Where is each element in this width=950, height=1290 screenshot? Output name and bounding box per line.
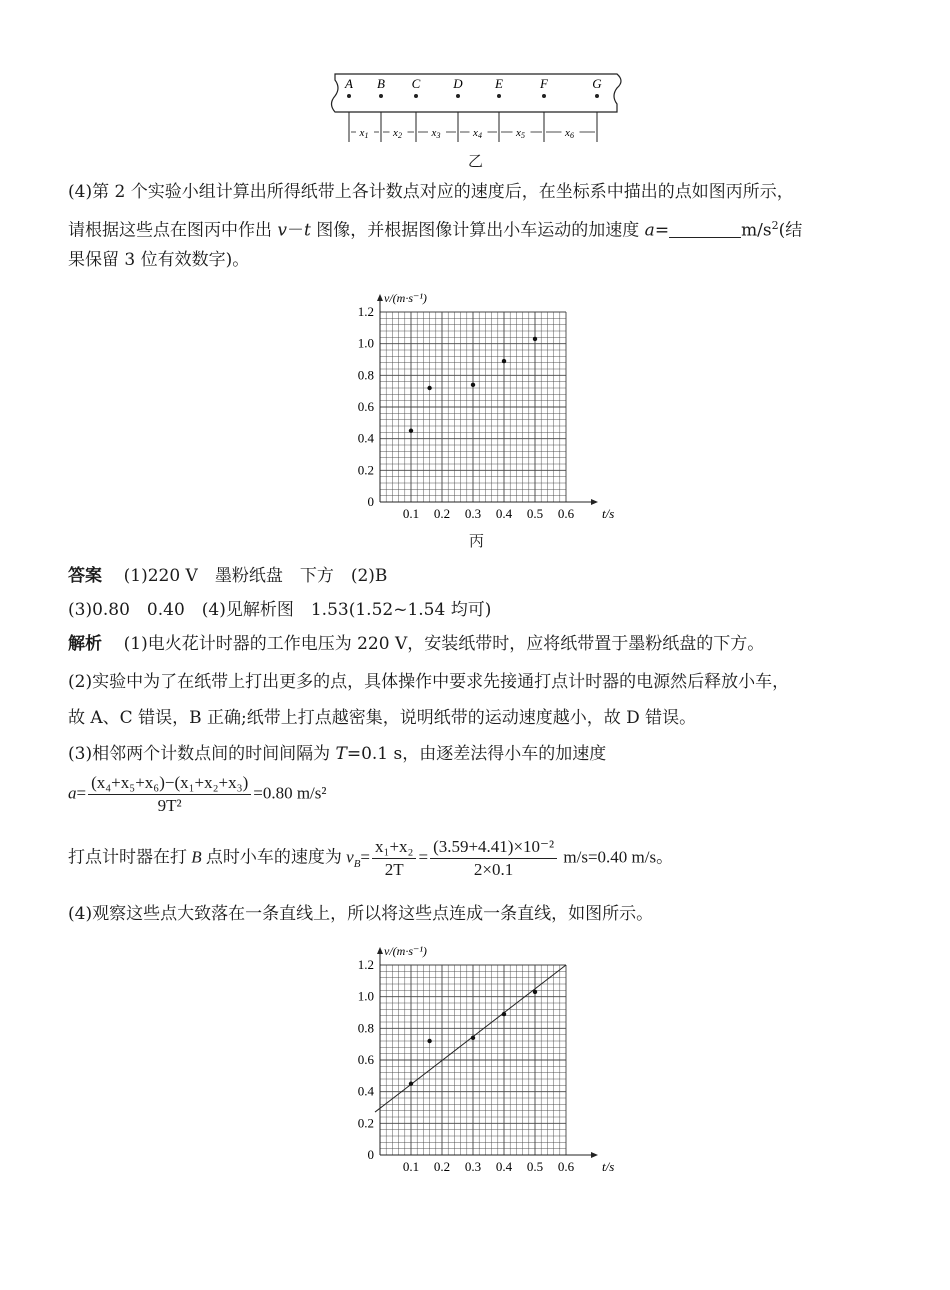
tape-point-label: D bbox=[453, 76, 463, 91]
acc-a: a bbox=[68, 783, 77, 803]
velocity-time-chart-fit bbox=[338, 933, 615, 1183]
tape-point-dot bbox=[497, 94, 501, 98]
y-tick-label: 0.6 bbox=[357, 1052, 374, 1067]
x-tick-label: 0.3 bbox=[464, 1159, 482, 1174]
data-point bbox=[471, 383, 475, 387]
vb-num1: x₁+x₂ bbox=[372, 836, 416, 859]
question-4-line2 bbox=[68, 212, 898, 245]
x-tick-label: 0.5 bbox=[526, 1159, 544, 1174]
q4-unit-sup: 2 bbox=[771, 219, 779, 232]
acc-numerator: (x₄+x₅+x₆)−(x₁+x₂+x₃) bbox=[88, 772, 251, 795]
velocity-time-chart-bing bbox=[338, 280, 615, 530]
p3-T: T bbox=[335, 744, 347, 764]
q4-text-b: 图像，并根据图像计算出小车运动的加速度 bbox=[310, 220, 645, 241]
tape-point-dot bbox=[414, 94, 418, 98]
q4-text-c: (结 bbox=[778, 220, 803, 241]
tape-segment-label: x6 bbox=[565, 127, 574, 140]
question-4-line1: (4)第 2 个实验小组计算出所得纸带上各计数点对应的速度后，在坐标系中描出的点如图丙所示， bbox=[68, 182, 794, 202]
question-4-line3: 果保留 3 位有效数字)。 bbox=[68, 250, 250, 270]
y-axis-label: v/(m·s⁻¹) bbox=[384, 291, 427, 305]
y-tick-label: 0.4 bbox=[357, 430, 374, 446]
vb-sub: B bbox=[353, 857, 361, 870]
data-point bbox=[427, 1039, 431, 1043]
data-point bbox=[409, 1082, 413, 1086]
y-tick-label: 0.2 bbox=[357, 462, 374, 478]
p3-post: =0.1 s，由逐差法得小车的加速度 bbox=[346, 744, 607, 764]
tape-point-label: G bbox=[592, 76, 602, 91]
x-tick-label: 0.3 bbox=[464, 506, 482, 521]
analysis-p1 bbox=[68, 630, 898, 658]
tape-point-label: E bbox=[495, 76, 503, 91]
x-axis-label: t/s bbox=[602, 1159, 615, 1174]
x-tick-label: 0.2 bbox=[433, 506, 451, 521]
data-point bbox=[533, 990, 537, 994]
tape-point-label: B bbox=[377, 76, 385, 91]
x-tick-label: 0.4 bbox=[495, 1159, 513, 1174]
tape-point-label: F bbox=[540, 76, 548, 91]
vb-pre: 打点计时器在打 bbox=[68, 847, 192, 867]
vb-eq: = bbox=[360, 847, 371, 867]
q4-v: v bbox=[277, 220, 288, 241]
vb-mid: 点时小车的速度为 bbox=[201, 847, 347, 867]
tape-segment-label: x3 bbox=[431, 127, 441, 140]
q4-a: a bbox=[644, 220, 655, 241]
x-tick-label: 0.2 bbox=[433, 1159, 451, 1174]
answer-text-1: (1)220 V 墨粉纸盘 下方 (2)B bbox=[123, 566, 388, 586]
tape-segment-label: x4 bbox=[473, 127, 482, 140]
data-point bbox=[533, 337, 537, 341]
y-tick-label: 1.0 bbox=[357, 988, 374, 1004]
y-tick-label: 0 bbox=[367, 1147, 374, 1162]
y-axis-arrow bbox=[377, 947, 383, 954]
y-tick-label: 0.4 bbox=[357, 1083, 374, 1099]
y-tick-label: 0.2 bbox=[357, 1115, 374, 1131]
tape-point-dot bbox=[595, 94, 599, 98]
y-tick-label: 1.0 bbox=[357, 335, 374, 351]
vb-num2: (3.59+4.41)×10⁻² bbox=[430, 836, 557, 859]
vb-v: v bbox=[346, 847, 354, 867]
p3-pre: (3)相邻两个计数点间的时间间隔为 bbox=[68, 744, 336, 764]
q4-unit: m/s bbox=[741, 220, 772, 241]
acc-denominator: 9T² bbox=[157, 796, 182, 815]
y-tick-label: 1.2 bbox=[357, 957, 374, 972]
acc-eq: = bbox=[76, 783, 87, 803]
tape-point-dot bbox=[456, 94, 460, 98]
data-point bbox=[427, 386, 431, 390]
x-tick-label: 0.6 bbox=[557, 1159, 575, 1174]
ticker-tape-diagram bbox=[325, 66, 625, 148]
vb-den1: 2T bbox=[384, 860, 404, 879]
vb-B: B bbox=[191, 847, 202, 867]
fit-line bbox=[375, 965, 566, 1112]
acceleration-formula bbox=[68, 772, 898, 817]
y-tick-label: 0.6 bbox=[357, 399, 374, 414]
y-tick-label: 0 bbox=[367, 494, 374, 509]
tape-segment-label: x2 bbox=[393, 127, 402, 140]
x-tick-label: 0.4 bbox=[495, 506, 513, 521]
vb-eq2: = bbox=[418, 847, 429, 867]
tape-point-dot bbox=[542, 94, 546, 98]
vb-fraction-1 bbox=[372, 836, 416, 881]
answer-label: 答案 bbox=[68, 566, 102, 586]
data-point bbox=[502, 359, 506, 363]
tape-point-label: A bbox=[345, 76, 353, 91]
x-axis-label: t/s bbox=[602, 506, 615, 521]
x-tick-label: 0.6 bbox=[557, 506, 575, 521]
q4-t: t bbox=[304, 220, 311, 241]
analysis-label: 解析 bbox=[68, 634, 102, 654]
data-point bbox=[409, 429, 413, 433]
tape-segment-label: x1 bbox=[359, 127, 369, 140]
tape-caption: 乙 bbox=[468, 152, 484, 170]
x-axis-arrow bbox=[591, 499, 598, 505]
analysis-p4: (4)观察这些点大致落在一条直线上，所以将这些点连成一条直线，如图所示。 bbox=[68, 904, 654, 924]
q4-text-a: 请根据这些点在图丙中作出 bbox=[68, 220, 278, 241]
tape-segment-label: x5 bbox=[516, 127, 525, 140]
q4-eq: = bbox=[654, 220, 670, 241]
vb-den2: 2×0.1 bbox=[473, 860, 514, 879]
vb-formula bbox=[68, 836, 898, 881]
y-tick-label: 0.8 bbox=[357, 1020, 374, 1036]
data-point bbox=[502, 1012, 506, 1016]
y-tick-label: 1.2 bbox=[357, 304, 374, 319]
data-point bbox=[471, 1036, 475, 1040]
answer-line2: (3)0.80 0.40 (4)见解析图 1.53(1.52~1.54 均可) bbox=[68, 600, 492, 620]
chart-caption-bing: 丙 bbox=[469, 532, 485, 550]
acc-result: =0.80 m/s² bbox=[253, 783, 327, 803]
answer-blank bbox=[669, 221, 741, 238]
x-tick-label: 0.1 bbox=[402, 1159, 420, 1174]
tape-point-dot bbox=[347, 94, 351, 98]
acc-fraction bbox=[88, 772, 251, 817]
answer-line1 bbox=[68, 562, 898, 590]
vb-result: m/s=0.40 m/s。 bbox=[559, 847, 674, 867]
x-axis-arrow bbox=[591, 1152, 598, 1158]
tape-point-dot bbox=[379, 94, 383, 98]
analysis-p2b: 故 A、C 错误，B 正确;纸带上打点越密集，说明纸带的运动速度越小，故 D 错误。 bbox=[68, 708, 697, 728]
analysis-p3a bbox=[68, 740, 898, 768]
y-tick-label: 0.8 bbox=[357, 367, 374, 383]
vb-fraction-2 bbox=[430, 836, 557, 881]
y-axis-arrow bbox=[377, 294, 383, 301]
x-tick-label: 0.1 bbox=[402, 506, 420, 521]
analysis-p2a: (2)实验中为了在纸带上打出更多的点，具体操作中要求先接通打点计时器的电源然后释放小车， bbox=[68, 672, 790, 692]
analysis-text-1: (1)电火花计时器的工作电压为 220 V，安装纸带时，应将纸带置于墨粉纸盘的下方。 bbox=[123, 634, 765, 654]
x-tick-label: 0.5 bbox=[526, 506, 544, 521]
y-axis-label: v/(m·s⁻¹) bbox=[384, 944, 427, 958]
q4-dash: － bbox=[287, 220, 305, 241]
tape-point-label: C bbox=[411, 76, 421, 91]
